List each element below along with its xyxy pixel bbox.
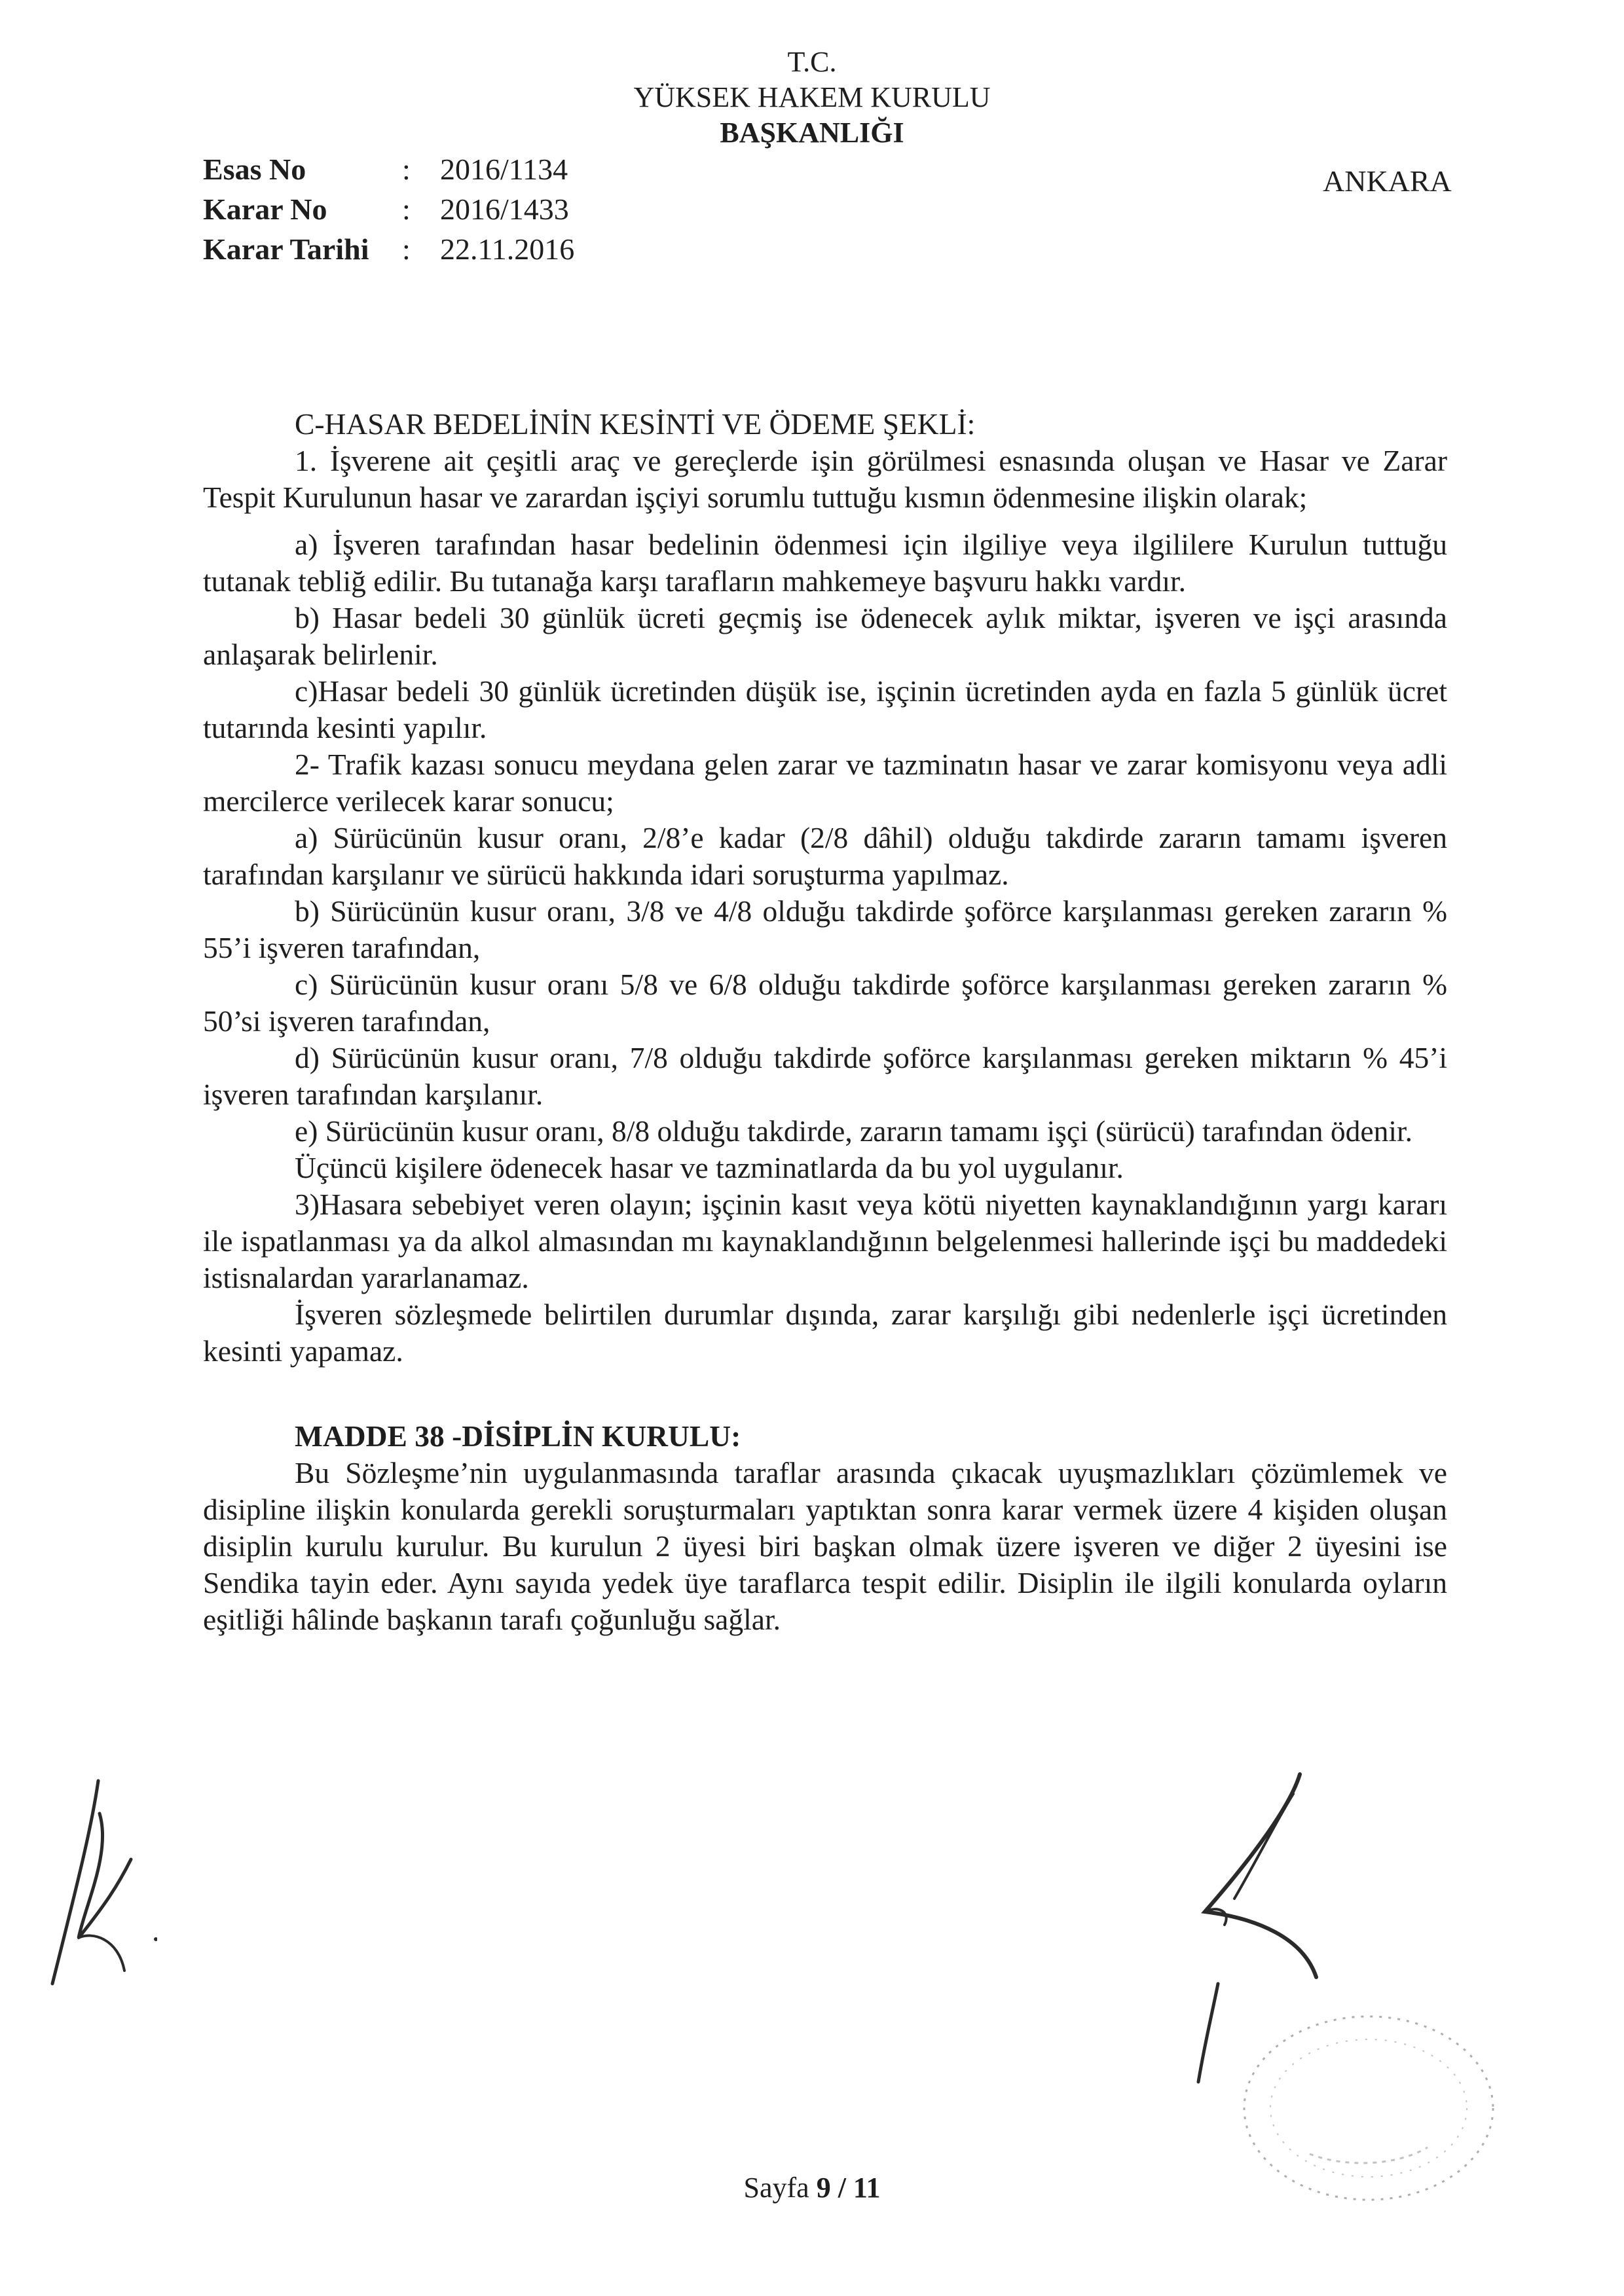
paragraph: d) Sürücünün kusur oranı, 7/8 olduğu takdirde şoförce karşılanması gereken miktarın % 45’i işveren tarafından karşılanır. bbox=[203, 1041, 1447, 1111]
case-metadata bbox=[203, 149, 574, 269]
meta-colon: : bbox=[402, 192, 411, 226]
paragraph: a) İşveren tarafından hasar bedelinin ödenmesi için ilgiliye veya ilgililere Kurulun tuttuğu tutanak tebliğ edilir. Bu tutanağa karşı tarafların mahkemeye başvuru hakkı vardır. bbox=[203, 528, 1447, 598]
page-number bbox=[0, 2171, 1624, 2204]
signature-left bbox=[39, 1774, 157, 1997]
city-label: ANKARA bbox=[1323, 164, 1452, 198]
paragraph: a) Sürücünün kusur oranı, 2/8’e kadar (2/8 dâhil) olduğu takdirde zararın tamamı işveren tarafından karşılanır ve sürücü hakkında idari soruşturma yapılmaz. bbox=[203, 821, 1447, 891]
meta-row-esas bbox=[203, 149, 574, 189]
document-body bbox=[203, 406, 1447, 1638]
meta-label: Karar No bbox=[203, 192, 327, 226]
page-separator: / bbox=[838, 2172, 846, 2204]
section-heading: C-HASAR BEDELİNİN KESİNTİ VE ÖDEME ŞEKLİ: bbox=[295, 407, 976, 441]
paragraph: 2- Trafik kazası sonucu meydana gelen zarar ve tazminatın hasar ve zarar komisyonu veya adli mercilerce verilecek karar sonucu; bbox=[203, 748, 1447, 818]
meta-colon: : bbox=[402, 232, 411, 266]
paragraph: b) Sürücünün kusur oranı, 3/8 ve 4/8 olduğu takdirde şoförce karşılanması gereken zararın % 55’i işveren tarafından, bbox=[203, 894, 1447, 964]
paragraph: Üçüncü kişilere ödenecek hasar ve tazminatlarda da bu yol uygulanır. bbox=[295, 1151, 1124, 1184]
meta-label: Esas No bbox=[203, 153, 306, 186]
header-presidency: BAŞKANLIĞI bbox=[720, 117, 904, 149]
paragraph: e) Sürücünün kusur oranı, 8/8 olduğu takdirde, zararın tamamı işçi (sürücü) tarafından ödenir. bbox=[295, 1114, 1413, 1148]
meta-row-tarih bbox=[203, 229, 574, 269]
meta-value: 2016/1433 bbox=[440, 192, 569, 226]
paragraph: c)Hasar bedeli 30 günlük ücretinden düşük ise, işçinin ücretinden ayda en fazla 5 günlük ücret tutarında kesinti yapılır. bbox=[203, 674, 1447, 744]
paragraph: c) Sürücünün kusur oranı 5/8 ve 6/8 olduğu takdirde şoförce karşılanması gereken zararın % 50’si işveren tarafından, bbox=[203, 968, 1447, 1038]
paragraph: 1. İşverene ait çeşitli araç ve gereçlerde işin görülmesi esnasında oluşan ve Hasar ve Zarar Tespit Kurulunun hasar ve zarardan işçiyi sorumlu tuttuğu kısmın ödenmesine ilişkin olarak; bbox=[203, 444, 1447, 514]
paragraph: Bu Sözleşme’nin uygulanmasında taraflar arasında çıkacak uyuşmazlıkları çözümlemek ve disipline ilişkin konularda gerekli soruşturmaları yaptıktan sonra karar vermek üzere 4 kişiden oluşan disiplin kurulu kurulur. Bu kurulun 2 üyesi biri başkan olmak üzere işveren ve diğer 2 üyesini ise Sendika tayin eder. Aynı sayıda yedek üye taraflarca tespit edilir. Disiplin ile ilgili konularda oyların eşitliği hâlinde başkanın tarafı çoğunluğu sağlar. bbox=[203, 1456, 1447, 1636]
article-title: MADDE 38 -DİSİPLİN KURULU: bbox=[295, 1419, 741, 1453]
meta-value: 2016/1134 bbox=[440, 153, 568, 186]
page-current: 9 bbox=[816, 2172, 831, 2204]
page-prefix: Sayfa bbox=[743, 2172, 809, 2204]
meta-row-karar bbox=[203, 189, 574, 229]
paragraph: 3)Hasara sebebiyet veren olayın; işçinin kasıt veya kötü niyetten kaynaklandığının yargı kararı ile ispatlanması ya da alkol almasından mı kaynaklandığının belgelenmesi hallerinde işçi bu maddedeki istisnalardan yararlanamaz. bbox=[203, 1188, 1447, 1294]
paragraph: b) Hasar bedeli 30 günlük ücreti geçmiş ise ödenecek aylık miktar, işveren ve işçi arasında anlaşarak belirlenir. bbox=[203, 601, 1447, 671]
paragraph: İşveren sözleşmede belirtilen durumlar dışında, zarar karşılığı gibi nedenlerle işçi ücretinden kesinti yapamaz. bbox=[203, 1298, 1447, 1368]
meta-label: Karar Tarihi bbox=[203, 232, 369, 266]
header-institution: YÜKSEK HAKEM KURULU bbox=[633, 81, 991, 113]
header-tc: T.C. bbox=[787, 46, 837, 78]
meta-colon: : bbox=[402, 153, 411, 186]
meta-value: 22.11.2016 bbox=[440, 232, 575, 266]
page-total: 11 bbox=[853, 2172, 881, 2204]
